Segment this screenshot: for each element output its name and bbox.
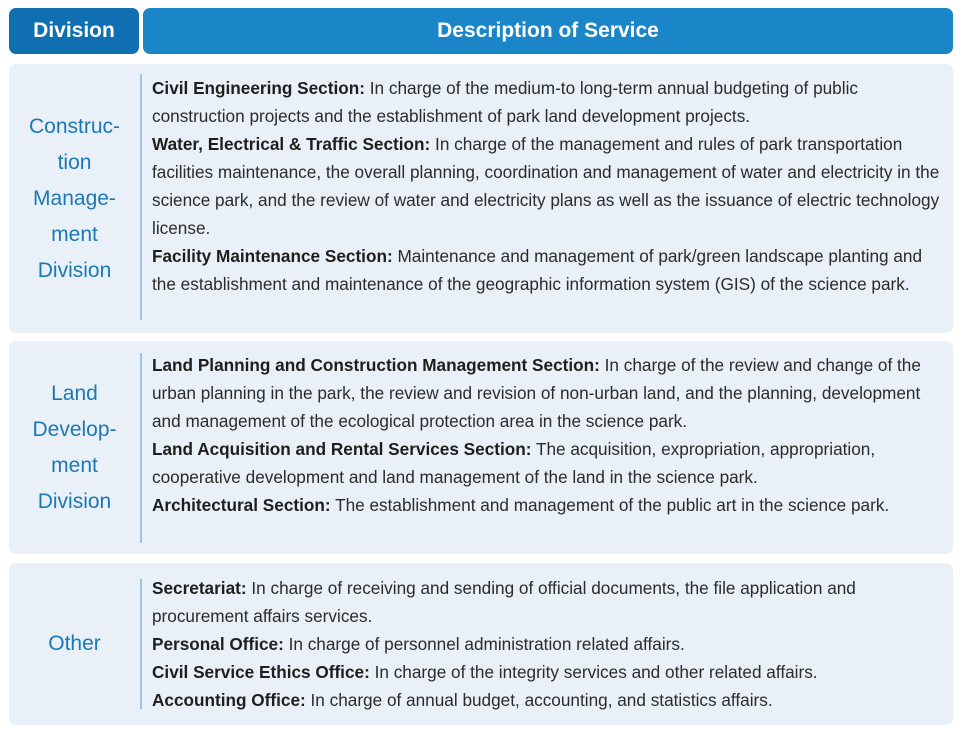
description-column-header: Description of Service — [143, 8, 953, 54]
service-description — [152, 351, 948, 519]
division-name-line: Land — [51, 381, 98, 405]
section-text: In charge of annual budget, accounting, and statistics affairs. — [305, 690, 773, 710]
section-entry — [152, 658, 948, 686]
section-entry — [152, 351, 948, 435]
section-name: Land Acquisition and Rental Services Section: — [152, 439, 532, 459]
section-text: In charge of the management and rules of park transportation facilities maintenance, the overall planning, coordination and management of water and electricity in the science park, and the review of water and electricity plans as well as the issuance of electric technology license. — [152, 134, 940, 238]
table-row-land-development — [9, 341, 953, 554]
division-name — [9, 341, 140, 554]
division-name-line: tion — [57, 150, 92, 174]
section-text: The establishment and management of the public art in the science park. — [330, 495, 890, 515]
section-text: The acquisition, expropriation, appropriation, cooperative development and land management of the land in the science park. — [152, 439, 876, 487]
section-text: In charge of the integrity services and other related affairs. — [369, 662, 818, 682]
section-text: In charge of the review and change of the urban planning in the park, the review and revision of non-urban land, and the planning, development and management of the ecological protection area in the science park. — [152, 355, 921, 431]
section-name: Land Planning and Construction Management Section: — [152, 355, 600, 375]
section-text: In charge of the medium-to long-term annual budgeting of public construction projects and the establishment of park land development projects. — [152, 78, 858, 126]
section-entry — [152, 630, 948, 658]
section-entry — [152, 686, 948, 714]
division-name-line: Other — [48, 632, 101, 655]
service-description — [152, 74, 948, 298]
division-name-line: Division — [37, 258, 112, 282]
section-name: Facility Maintenance Section: — [152, 246, 393, 266]
division-name — [9, 64, 140, 333]
division-name-line: Manage- — [33, 186, 116, 210]
column-divider — [140, 74, 142, 320]
section-text: In charge of personnel administration related affairs. — [283, 634, 685, 654]
section-entry — [152, 242, 948, 298]
division-name-line: Construc- — [28, 114, 121, 138]
section-name: Water, Electrical & Traffic Section: — [152, 134, 431, 154]
division-name-line: ment — [51, 222, 98, 246]
division-name-line: Division — [37, 489, 112, 513]
section-entry — [152, 491, 948, 519]
section-entry — [152, 574, 948, 630]
table-row-construction-management — [9, 64, 953, 333]
section-name: Civil Engineering Section: — [152, 78, 365, 98]
division-name-line: ment — [51, 453, 98, 477]
section-text: Maintenance and management of park/green landscape planting and the establishment and maintenance of the geographic information system (GIS) of the science park. — [152, 246, 923, 294]
section-name: Civil Service Ethics Office: — [152, 662, 370, 682]
section-name: Personal Office: — [152, 634, 284, 654]
division-column-header: Division — [9, 8, 139, 54]
section-entry — [152, 74, 948, 130]
section-entry — [152, 130, 948, 242]
table-row-other — [9, 563, 953, 725]
division-name — [9, 563, 140, 725]
section-text: In charge of receiving and sending of official documents, the file application and procurement affairs services. — [152, 578, 856, 626]
division-name-line: Develop- — [32, 417, 117, 441]
column-divider — [140, 579, 142, 709]
section-name: Accounting Office: — [152, 690, 306, 710]
section-name: Secretariat: — [152, 578, 247, 598]
column-divider — [140, 353, 142, 543]
service-description — [152, 574, 948, 714]
section-entry — [152, 435, 948, 491]
section-name: Architectural Section: — [152, 495, 331, 515]
